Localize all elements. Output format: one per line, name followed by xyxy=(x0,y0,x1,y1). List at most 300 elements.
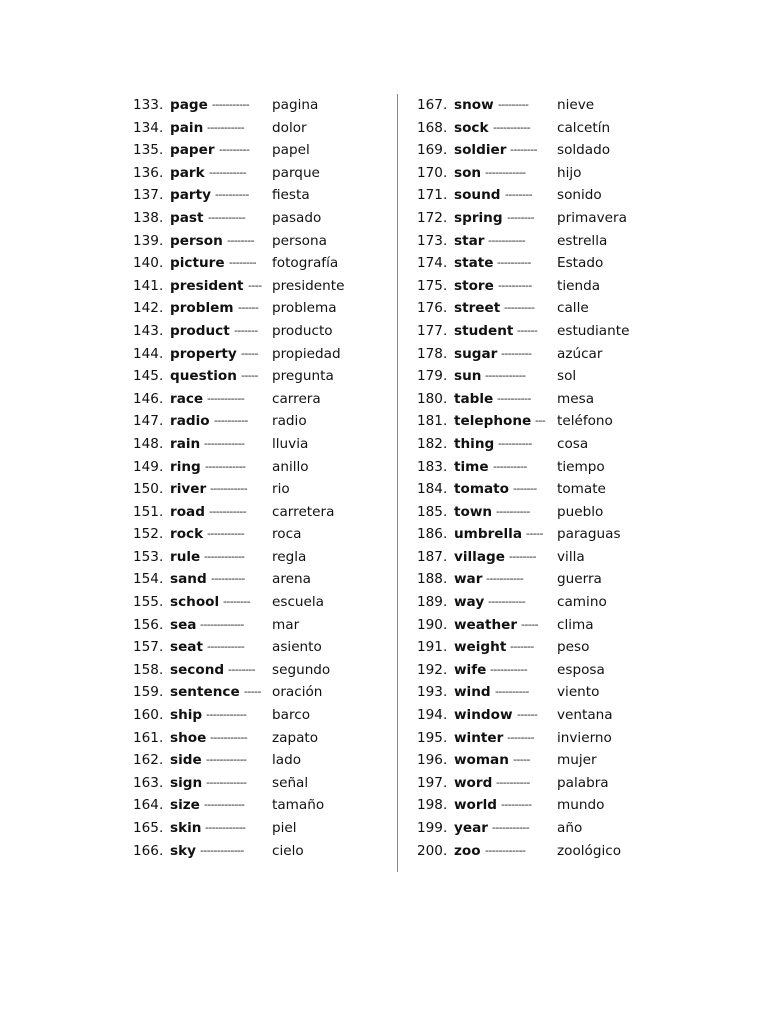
entry-number: 183. xyxy=(417,458,448,475)
dash-separator: -------- xyxy=(509,549,536,563)
spanish-word: estudiante xyxy=(557,322,630,339)
vocabulary-row xyxy=(133,207,383,230)
dash-separator: ---- xyxy=(248,278,262,292)
vocabulary-row xyxy=(133,320,383,343)
english-word: past xyxy=(170,209,204,226)
vocabulary-row xyxy=(417,636,657,659)
dash-separator: -------- xyxy=(227,233,254,247)
vocabulary-row xyxy=(417,343,657,366)
dash-separator: ----------- xyxy=(207,120,245,134)
entry-number: 145. xyxy=(133,368,164,385)
english-word: time xyxy=(454,458,489,475)
spanish-word: palabra xyxy=(557,774,609,791)
dash-separator: ------------ xyxy=(206,753,247,767)
entry-number: 193. xyxy=(417,684,448,701)
english-word: table xyxy=(454,390,494,407)
english-word: store xyxy=(454,277,494,294)
entry-number: 138. xyxy=(133,209,164,226)
spanish-word: camino xyxy=(557,594,607,611)
entry-number: 188. xyxy=(417,571,448,588)
spanish-word: problema xyxy=(272,300,337,317)
entry-number: 133. xyxy=(133,97,164,113)
english-word: person xyxy=(170,232,223,249)
entry-number: 190. xyxy=(417,616,448,633)
vocabulary-row xyxy=(417,794,657,817)
english-word: window xyxy=(454,707,513,724)
dash-separator: ------------ xyxy=(206,775,247,789)
english-word: race xyxy=(170,390,204,407)
english-word: sand xyxy=(170,571,207,588)
spanish-word: arena xyxy=(272,571,311,588)
english-word: second xyxy=(170,661,225,678)
dash-separator: ----------- xyxy=(488,233,526,247)
vocabulary-row xyxy=(417,275,657,298)
entry-number: 158. xyxy=(133,661,164,678)
english-word: party xyxy=(170,187,211,204)
spanish-word: zoológico xyxy=(557,842,622,859)
vocabulary-row xyxy=(133,433,383,456)
vocabulary-row xyxy=(133,817,383,840)
dash-separator: -------- xyxy=(507,730,534,744)
english-word: way xyxy=(454,594,485,611)
vocabulary-row xyxy=(417,252,657,275)
english-word: sun xyxy=(454,368,482,385)
spanish-word: guerra xyxy=(557,571,602,588)
entry-number: 143. xyxy=(133,322,164,339)
english-word: side xyxy=(170,752,202,769)
spanish-word: señal xyxy=(272,774,309,791)
english-word: pain xyxy=(170,119,204,136)
dash-separator: ----------- xyxy=(493,120,531,134)
spanish-word: cosa xyxy=(557,435,589,452)
english-word: wife xyxy=(454,661,487,678)
spanish-word: tamaño xyxy=(272,797,325,814)
vocabulary-row xyxy=(133,162,383,185)
vocabulary-column-right xyxy=(417,94,657,862)
spanish-word: pueblo xyxy=(557,503,604,520)
dash-separator: ------------ xyxy=(485,369,526,383)
dash-separator: --------- xyxy=(504,301,535,315)
english-word: ship xyxy=(170,707,203,724)
dash-separator: --------- xyxy=(501,798,532,812)
spanish-word: pasado xyxy=(272,209,322,226)
spanish-word: radio xyxy=(272,413,307,430)
spanish-word: fiesta xyxy=(272,187,310,204)
spanish-word: rio xyxy=(272,481,290,498)
spanish-word: sol xyxy=(557,368,577,385)
entry-number: 168. xyxy=(417,119,448,136)
english-word: state xyxy=(454,255,494,272)
vocabulary-row xyxy=(417,817,657,840)
vocabulary-row xyxy=(417,727,657,750)
vocabulary-row xyxy=(133,840,383,863)
vocabulary-row xyxy=(417,568,657,591)
vocabulary-row xyxy=(417,410,657,433)
entry-number: 162. xyxy=(133,752,164,769)
entry-number: 189. xyxy=(417,594,448,611)
entry-number: 174. xyxy=(417,255,448,272)
entry-number: 177. xyxy=(417,322,448,339)
english-word: size xyxy=(170,797,200,814)
dash-separator: ---------- xyxy=(211,572,245,586)
spanish-word: barco xyxy=(272,707,311,724)
vocabulary-row xyxy=(133,614,383,637)
dash-separator: ------------ xyxy=(205,821,246,834)
english-word: product xyxy=(170,322,230,339)
dash-separator: -------- xyxy=(507,210,534,224)
vocabulary-row xyxy=(417,297,657,320)
entry-number: 182. xyxy=(417,435,448,452)
vocabulary-row xyxy=(417,659,657,682)
entry-number: 181. xyxy=(417,413,448,430)
dash-separator: ---------- xyxy=(497,256,531,270)
vocabulary-row xyxy=(133,659,383,682)
column-divider xyxy=(397,94,398,872)
entry-number: 160. xyxy=(133,707,164,724)
english-word: sentence xyxy=(170,684,240,701)
vocabulary-row xyxy=(417,681,657,704)
english-word: shoe xyxy=(170,729,207,746)
dash-separator: ----------- xyxy=(207,391,245,405)
entry-number: 152. xyxy=(133,526,164,543)
spanish-word: clima xyxy=(557,616,594,633)
entry-number: 176. xyxy=(417,300,448,317)
english-word: rule xyxy=(170,548,201,565)
english-word: spring xyxy=(454,209,503,226)
entry-number: 146. xyxy=(133,390,164,407)
entry-number: 191. xyxy=(417,639,448,656)
spanish-word: parque xyxy=(272,164,320,181)
spanish-word: piel xyxy=(272,820,297,836)
spanish-word: mujer xyxy=(557,752,597,769)
dash-separator: ------ xyxy=(517,708,538,722)
entry-number: 172. xyxy=(417,209,448,226)
spanish-word: segundo xyxy=(272,661,331,678)
vocabulary-row xyxy=(417,139,657,162)
entry-number: 151. xyxy=(133,503,164,520)
spanish-word: lluvia xyxy=(272,435,309,452)
english-word: question xyxy=(170,368,237,385)
vocabulary-row xyxy=(417,117,657,140)
english-word: picture xyxy=(170,255,225,272)
entry-number: 179. xyxy=(417,368,448,385)
dash-separator: ------------ xyxy=(485,165,526,179)
vocabulary-row xyxy=(133,252,383,275)
vocabulary-row xyxy=(417,523,657,546)
entry-number: 164. xyxy=(133,797,164,814)
english-word: page xyxy=(170,97,208,113)
vocabulary-row xyxy=(133,523,383,546)
english-word: park xyxy=(170,164,205,181)
dash-separator: ------- xyxy=(234,323,258,337)
spanish-word: ventana xyxy=(557,707,613,724)
dash-separator: ---------- xyxy=(215,188,249,202)
spanish-word: estrella xyxy=(557,232,608,249)
entry-number: 196. xyxy=(417,752,448,769)
spanish-word: propiedad xyxy=(272,345,341,362)
dash-separator: --- xyxy=(535,414,546,428)
vocabulary-row xyxy=(133,681,383,704)
dash-separator: --------- xyxy=(498,98,529,111)
english-word: river xyxy=(170,481,207,498)
vocabulary-row xyxy=(417,320,657,343)
spanish-word: invierno xyxy=(557,729,612,746)
spanish-word: paraguas xyxy=(557,526,621,543)
spanish-word: nieve xyxy=(557,97,595,113)
english-word: student xyxy=(454,322,514,339)
english-word: rain xyxy=(170,435,201,452)
dash-separator: -------- xyxy=(223,595,250,609)
spanish-word: cielo xyxy=(272,842,304,859)
vocabulary-row xyxy=(133,546,383,569)
entry-number: 142. xyxy=(133,300,164,317)
vocabulary-row xyxy=(417,501,657,524)
entry-number: 199. xyxy=(417,820,448,836)
entry-number: 155. xyxy=(133,594,164,611)
english-word: snow xyxy=(454,97,494,113)
dash-separator: -------- xyxy=(510,143,537,157)
english-word: zoo xyxy=(454,842,481,859)
spanish-word: tienda xyxy=(557,277,601,294)
english-word: word xyxy=(454,774,493,791)
vocabulary-row xyxy=(417,614,657,637)
spanish-word: dolor xyxy=(272,119,307,136)
dash-separator: ----- xyxy=(521,617,538,631)
english-word: thing xyxy=(454,435,495,452)
spanish-word: calle xyxy=(557,300,589,317)
spanish-word: fotografía xyxy=(272,255,339,272)
entry-number: 185. xyxy=(417,503,448,520)
dash-separator: ----------- xyxy=(486,572,524,586)
entry-number: 163. xyxy=(133,774,164,791)
spanish-word: esposa xyxy=(557,661,605,678)
entry-number: 156. xyxy=(133,616,164,633)
entry-number: 186. xyxy=(417,526,448,543)
english-word: rock xyxy=(170,526,204,543)
english-word: umbrella xyxy=(454,526,522,543)
entry-number: 137. xyxy=(133,187,164,204)
english-word: property xyxy=(170,345,237,362)
spanish-word: año xyxy=(557,820,583,836)
spanish-word: anillo xyxy=(272,458,309,475)
dash-separator: ------------ xyxy=(485,843,526,857)
dash-separator: ------------ xyxy=(205,459,246,473)
entry-number: 175. xyxy=(417,277,448,294)
dash-separator: ---------- xyxy=(495,685,529,699)
spanish-word: hijo xyxy=(557,164,582,181)
dash-separator: ---------- xyxy=(498,436,532,450)
dash-separator: -------- xyxy=(229,256,256,270)
dash-separator: ---------- xyxy=(498,278,532,292)
entry-number: 144. xyxy=(133,345,164,362)
english-word: street xyxy=(454,300,501,317)
vocabulary-row xyxy=(417,478,657,501)
vocabulary-row xyxy=(417,591,657,614)
dash-separator: ----- xyxy=(241,346,258,360)
vocabulary-row xyxy=(133,636,383,659)
english-word: son xyxy=(454,164,482,181)
entry-number: 165. xyxy=(133,820,164,836)
english-word: war xyxy=(454,571,483,588)
english-word: village xyxy=(454,548,505,565)
entry-number: 197. xyxy=(417,774,448,791)
entry-number: 161. xyxy=(133,729,164,746)
spanish-word: azúcar xyxy=(557,345,603,362)
spanish-word: pregunta xyxy=(272,368,334,385)
dash-separator: ----------- xyxy=(207,640,245,654)
entry-number: 139. xyxy=(133,232,164,249)
dash-separator: ------------- xyxy=(200,617,244,631)
english-word: year xyxy=(454,820,488,836)
vocabulary-row xyxy=(133,410,383,433)
entry-number: 187. xyxy=(417,548,448,565)
dash-separator: ---------- xyxy=(214,414,248,428)
vocabulary-row xyxy=(133,139,383,162)
vocabulary-row xyxy=(133,591,383,614)
spanish-word: viento xyxy=(557,684,600,701)
entry-number: 194. xyxy=(417,707,448,724)
entry-number: 200. xyxy=(417,842,448,859)
vocabulary-row xyxy=(417,184,657,207)
entry-number: 171. xyxy=(417,187,448,204)
dash-separator: -------- xyxy=(505,188,532,202)
dash-separator: ----------- xyxy=(210,730,248,744)
vocabulary-row xyxy=(417,207,657,230)
vocabulary-row xyxy=(133,501,383,524)
spanish-word: regla xyxy=(272,548,307,565)
entry-number: 147. xyxy=(133,413,164,430)
entry-number: 150. xyxy=(133,481,164,498)
dash-separator: ---------- xyxy=(496,775,530,789)
spanish-word: producto xyxy=(272,322,333,339)
entry-number: 134. xyxy=(133,119,164,136)
entry-number: 195. xyxy=(417,729,448,746)
dash-separator: --------- xyxy=(219,143,250,157)
dash-separator: ------ xyxy=(517,323,538,337)
entry-number: 178. xyxy=(417,345,448,362)
vocabulary-row xyxy=(417,704,657,727)
entry-number: 154. xyxy=(133,571,164,588)
spanish-word: soldado xyxy=(557,142,611,159)
english-word: sound xyxy=(454,187,501,204)
entry-number: 141. xyxy=(133,277,164,294)
dash-separator: ----------- xyxy=(488,595,526,609)
english-word: star xyxy=(454,232,485,249)
spanish-word: Estado xyxy=(557,255,604,272)
vocabulary-row xyxy=(133,772,383,795)
dash-separator: ----------- xyxy=(492,821,530,834)
entry-number: 170. xyxy=(417,164,448,181)
english-word: school xyxy=(170,594,220,611)
english-word: world xyxy=(454,797,497,814)
spanish-word: mundo xyxy=(557,797,605,814)
dash-separator: ---------- xyxy=(493,459,527,473)
entry-number: 192. xyxy=(417,661,448,678)
dash-separator: ----------- xyxy=(210,482,248,496)
english-word: tomato xyxy=(454,481,510,498)
dash-separator: ----- xyxy=(244,685,261,699)
vocabulary-row xyxy=(133,749,383,772)
entry-number: 149. xyxy=(133,458,164,475)
english-word: problem xyxy=(170,300,234,317)
english-word: sugar xyxy=(454,345,498,362)
dash-separator: ----------- xyxy=(490,662,528,676)
spanish-word: calcetín xyxy=(557,119,611,136)
english-word: skin xyxy=(170,820,202,836)
vocabulary-row xyxy=(417,840,657,863)
entry-number: 167. xyxy=(417,97,448,113)
vocabulary-row xyxy=(417,94,657,117)
spanish-word: carretera xyxy=(272,503,335,520)
english-word: weight xyxy=(454,639,507,656)
entry-number: 136. xyxy=(133,164,164,181)
english-word: president xyxy=(170,277,244,294)
spanish-word: tomate xyxy=(557,481,606,498)
entry-number: 173. xyxy=(417,232,448,249)
dash-separator: ------- xyxy=(513,482,537,496)
dash-separator: ----- xyxy=(513,753,530,767)
english-word: town xyxy=(454,503,493,520)
english-word: woman xyxy=(454,752,509,769)
spanish-word: presidente xyxy=(272,277,345,294)
english-word: weather xyxy=(454,616,518,633)
vocabulary-row xyxy=(133,94,383,117)
vocabulary-row xyxy=(417,433,657,456)
vocabulary-row xyxy=(133,117,383,140)
entry-number: 198. xyxy=(417,797,448,814)
vocabulary-row xyxy=(133,478,383,501)
english-word: sky xyxy=(170,842,196,859)
english-word: sea xyxy=(170,616,197,633)
dash-separator: ------------- xyxy=(200,843,244,857)
dash-separator: ------------ xyxy=(206,708,247,722)
dash-separator: ---------- xyxy=(496,504,530,518)
vocabulary-row xyxy=(417,456,657,479)
english-word: road xyxy=(170,503,205,520)
vocabulary-row xyxy=(417,162,657,185)
vocabulary-column-left xyxy=(133,94,383,862)
dash-separator: ---------- xyxy=(497,391,531,405)
english-word: winter xyxy=(454,729,504,746)
dash-separator: ----------- xyxy=(209,165,247,179)
english-word: wind xyxy=(454,684,491,701)
spanish-word: primavera xyxy=(557,209,627,226)
vocabulary-row xyxy=(133,230,383,253)
entry-number: 180. xyxy=(417,390,448,407)
dash-separator: ----- xyxy=(526,527,543,541)
dash-separator: ------------ xyxy=(204,549,245,563)
english-word: soldier xyxy=(454,142,507,159)
spanish-word: roca xyxy=(272,526,302,543)
spanish-word: tiempo xyxy=(557,458,605,475)
entry-number: 169. xyxy=(417,142,448,159)
vocabulary-row xyxy=(417,365,657,388)
spanish-word: peso xyxy=(557,639,590,656)
spanish-word: carrera xyxy=(272,390,321,407)
vocabulary-row xyxy=(133,456,383,479)
spanish-word: teléfono xyxy=(557,413,613,430)
vocabulary-row xyxy=(417,772,657,795)
spanish-word: mar xyxy=(272,616,300,633)
entry-number: 148. xyxy=(133,435,164,452)
english-word: seat xyxy=(170,639,203,656)
dash-separator: ------ xyxy=(238,301,259,315)
vocabulary-row xyxy=(417,230,657,253)
english-word: ring xyxy=(170,458,201,475)
vocabulary-row xyxy=(133,704,383,727)
vocabulary-row xyxy=(133,727,383,750)
dash-separator: ----------- xyxy=(209,504,247,518)
